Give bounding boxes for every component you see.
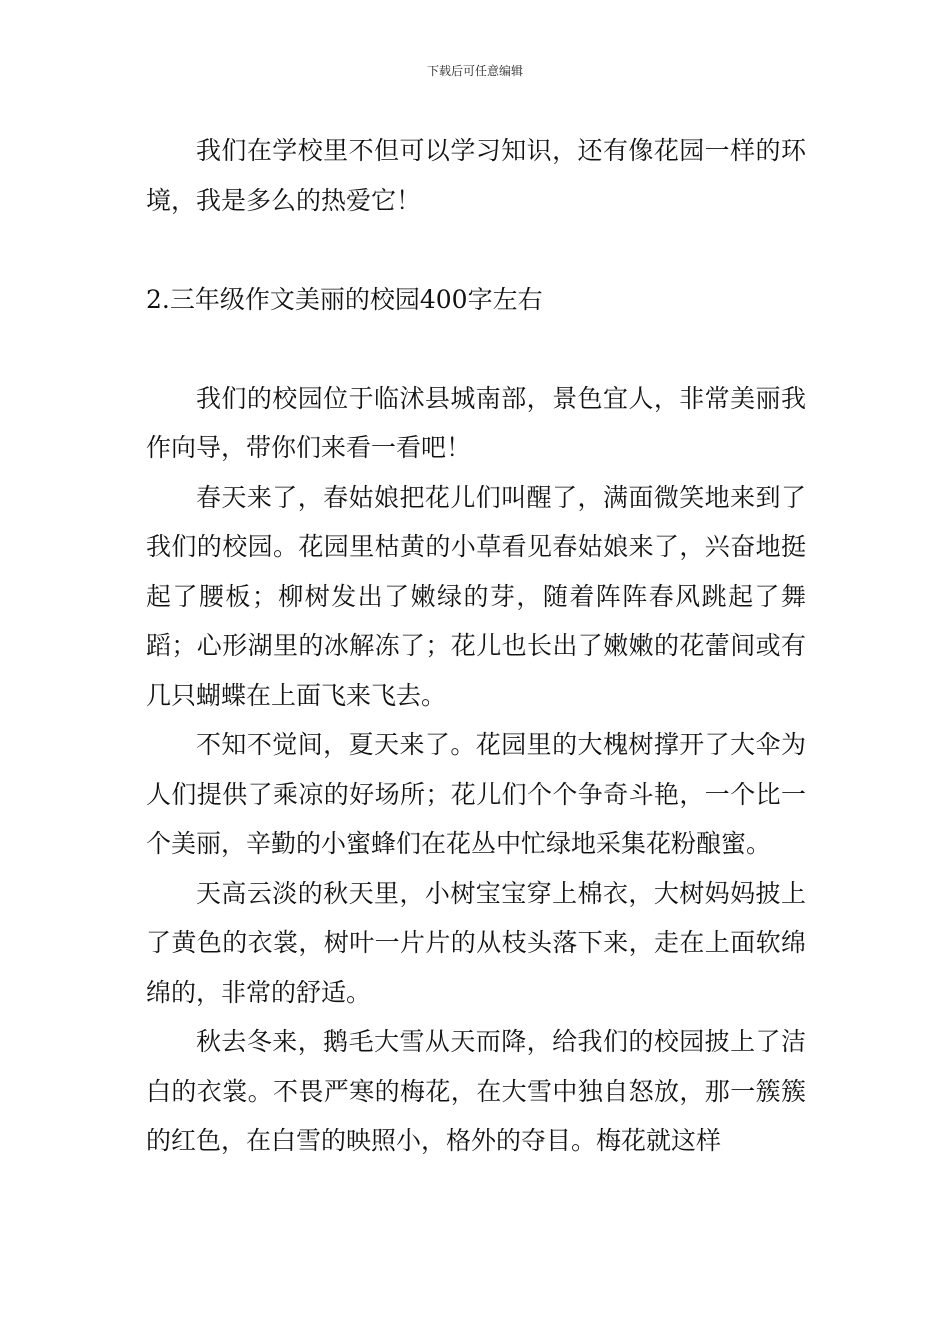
page-header-note: 下载后可任意编辑 <box>426 64 523 78</box>
section-heading: 2.三年级作文美丽的校园400字左右 <box>146 284 543 314</box>
body-paragraph: 天高云淡的秋天里，小树宝宝穿上棉衣，大树妈妈披上了黄色的衣裳，树叶一片片的从枝头落下来，走在上面软绵绵的，非常的舒适。 <box>146 878 806 1007</box>
spacer <box>146 225 806 275</box>
spacer <box>146 324 806 374</box>
intro-paragraph: 我们在学校里不但可以学习知识，还有像花园一样的环境，我是多么的热爱它！ <box>146 136 806 215</box>
document-body <box>146 126 806 1166</box>
body-paragraph: 秋去冬来，鹅毛大雪从天而降，给我们的校园披上了洁白的衣裳。不畏严寒的梅花，在大雪中独自怒放，那一簇簇的红色，在白雪的映照小，格外的夺目。梅花就这样 <box>146 1027 806 1155</box>
body-paragraph: 我们的校园位于临沭县城南部，景色宜人，非常美丽我作向导，带你们来看一看吧！ <box>146 383 806 462</box>
body-paragraph: 不知不觉间，夏天来了。花园里的大槐树撑开了大伞为人们提供了乘凉的好场所；花儿们个个争奇斗艳，一个比一个美丽，辛勤的小蜜蜂们在花丛中忙绿地采集花粉酿蜜。 <box>146 730 806 858</box>
body-paragraph: 春天来了，春姑娘把花儿们叫醒了，满面微笑地来到了我们的校园。花园里枯黄的小草看见春姑娘来了，兴奋地挺起了腰板；柳树发出了嫩绿的芽，随着阵阵春风跳起了舞蹈；心形湖里的冰解冻了；花儿也长出了嫩嫩的花蕾间或有几只蝴蝶在上面飞来飞去。 <box>146 482 806 710</box>
